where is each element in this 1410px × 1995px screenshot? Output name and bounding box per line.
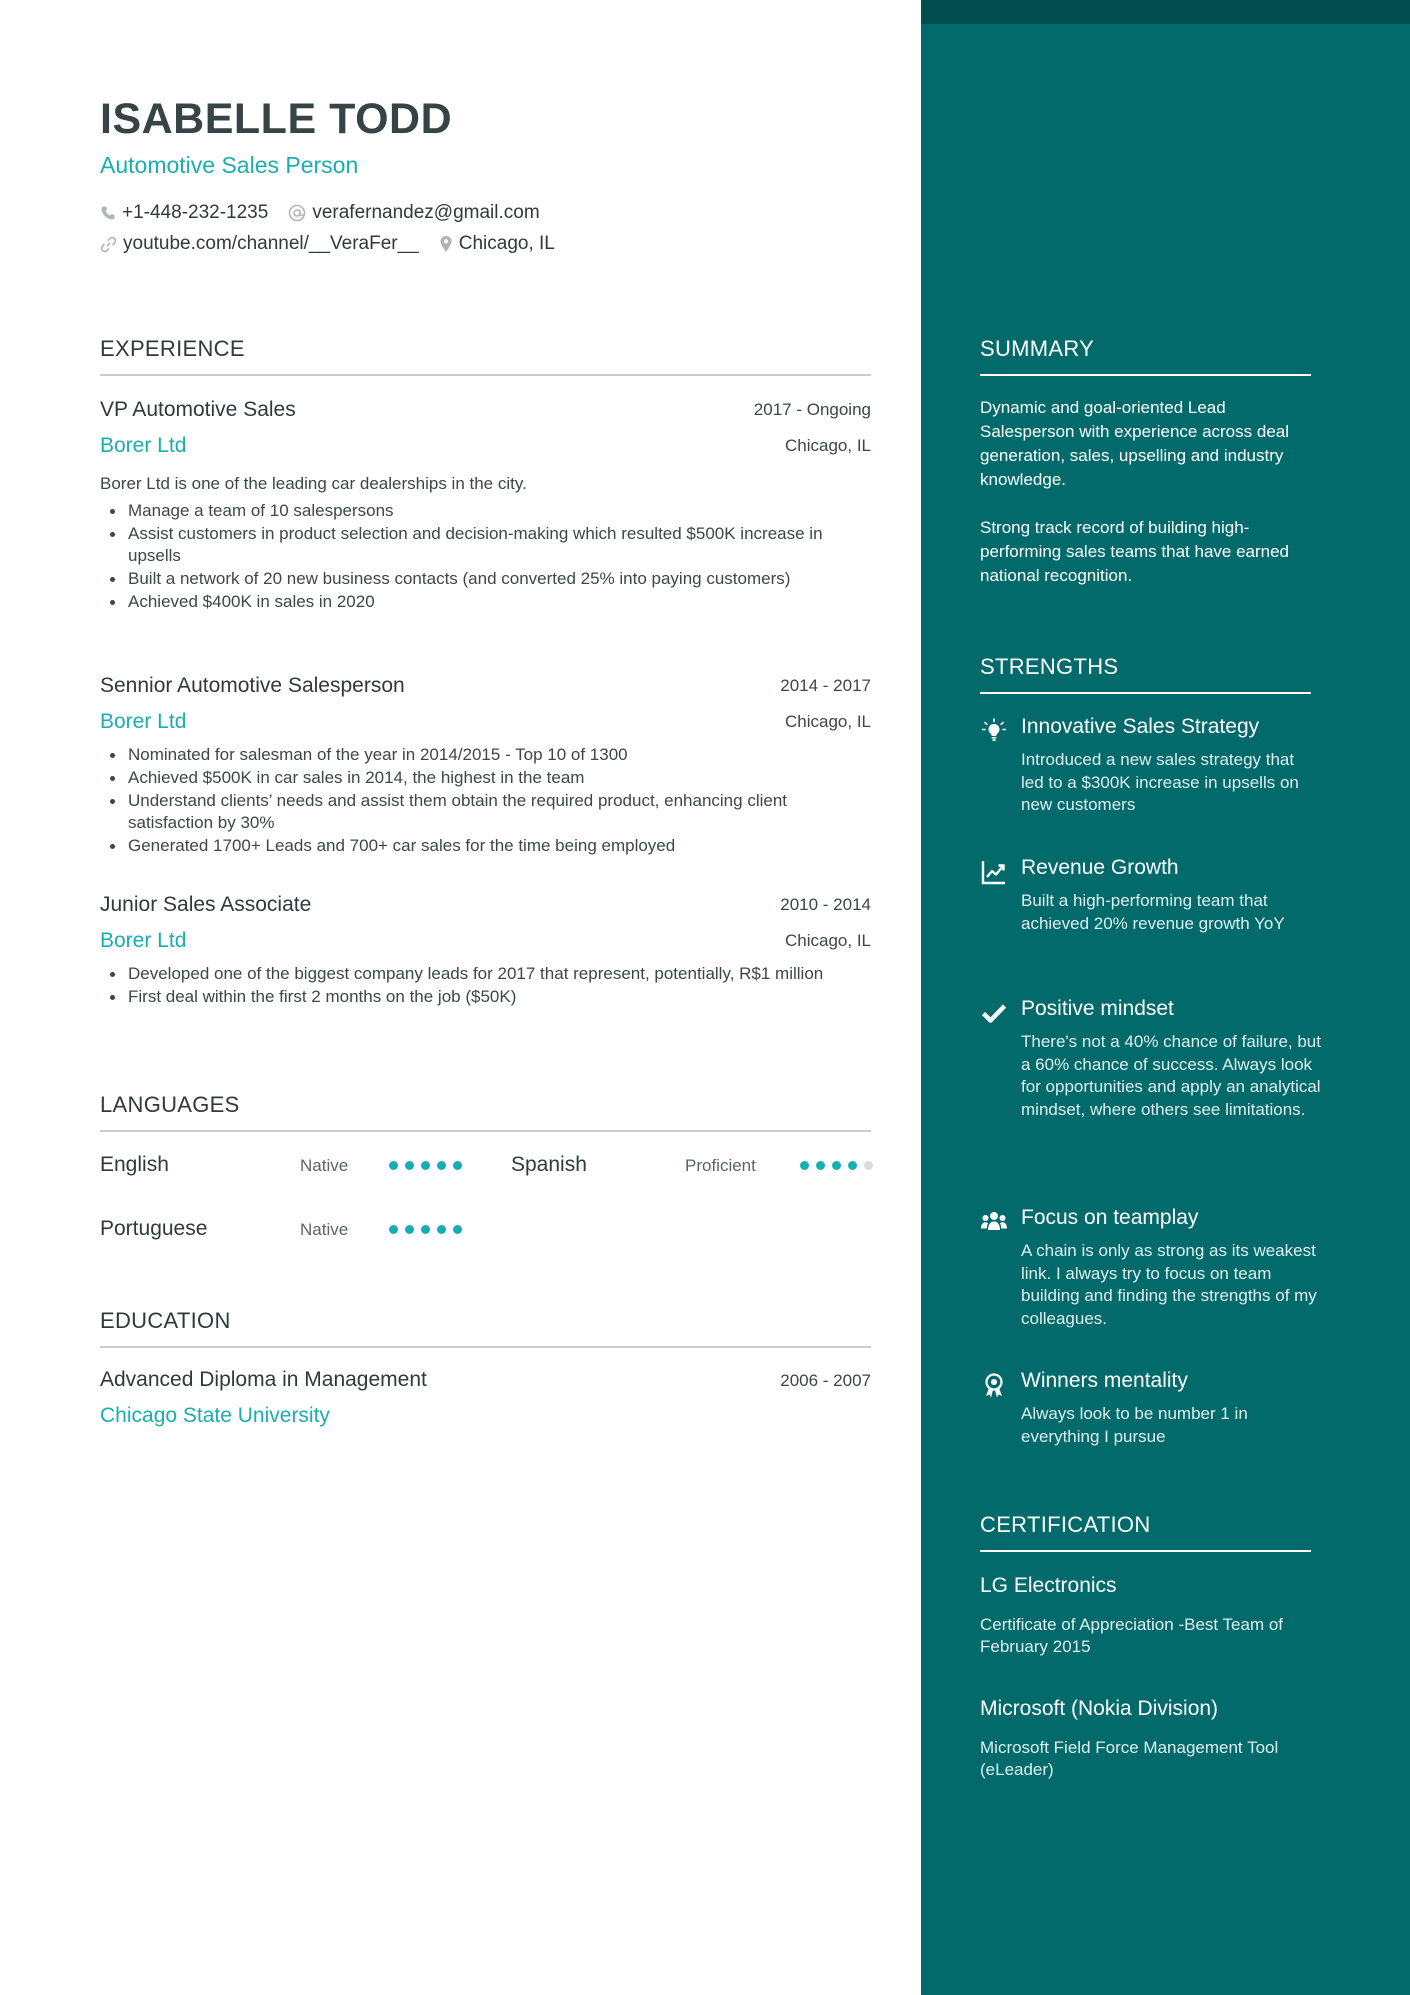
certification-description: Certificate of Appreciation -Best Team of February 2015 [980, 1615, 1284, 1656]
job-bullet: Achieved $400K in sales in 2020 [100, 591, 871, 613]
summary-paragraph: Strong track record of building high-performing sales teams that have earned national recognition. [980, 518, 1290, 585]
job-bullet: First deal within the first 2 months on the job ($50K) [100, 986, 871, 1008]
rating-dot [405, 1161, 414, 1170]
contact-email [288, 202, 539, 224]
strength-title: Focus on teamplay [1021, 1206, 1199, 1229]
job-title: VP Automotive Sales [100, 398, 296, 421]
rating-dot [405, 1225, 414, 1234]
link-icon [100, 236, 117, 253]
link-text: youtube.com/channel/__VeraFer__ [123, 233, 419, 254]
summary-heading: SUMMARY [980, 336, 1311, 376]
strength-description: Built a high-performing team that achieved 20% revenue growth YoY [1021, 891, 1285, 933]
job-bullet: Nominated for salesman of the year in 2014/2015 - Top 10 of 1300 [100, 744, 871, 766]
candidate-name: ISABELLE TODD [100, 95, 453, 143]
contact-location [439, 233, 555, 255]
rating-dot [421, 1225, 430, 1234]
language-rating [389, 1225, 469, 1234]
checkmark-icon [980, 999, 1008, 1027]
rating-dot [864, 1161, 873, 1170]
language-level: Proficient [685, 1156, 756, 1175]
education-degree: Advanced Diploma in Management [100, 1368, 427, 1391]
languages-heading: LANGUAGES [100, 1092, 871, 1132]
email-text: verafernandez@gmail.com [312, 202, 540, 223]
rating-dot [437, 1161, 446, 1170]
award-ribbon-icon [980, 1371, 1008, 1399]
job-company: Borer Ltd [100, 929, 187, 952]
candidate-role: Automotive Sales Person [100, 152, 359, 178]
rating-dot [816, 1161, 825, 1170]
language-level: Native [300, 1220, 349, 1239]
language-name: English [100, 1153, 169, 1176]
contact-row-2 [100, 233, 575, 255]
education-school: Chicago State University [100, 1404, 330, 1427]
sidebar [921, 0, 1410, 1995]
job-entry [100, 398, 871, 614]
education-heading: EDUCATION [100, 1308, 871, 1348]
job-bullet: Achieved $500K in car sales in 2014, the highest in the team [100, 767, 871, 789]
strength-title: Revenue Growth [1021, 856, 1179, 879]
certification-heading: CERTIFICATION [980, 1512, 1311, 1552]
job-bullets [100, 744, 871, 857]
language-rating [389, 1161, 469, 1170]
phone-icon [100, 205, 116, 221]
language-rating [800, 1161, 880, 1170]
lightbulb-icon [980, 717, 1008, 745]
rating-dot [832, 1161, 841, 1170]
strength-description: There's not a 40% chance of failure, but a 60% chance of success. Always look for opportunities and apply an analytical mindset, where others see limitations. [1021, 1032, 1321, 1119]
rating-dot [421, 1161, 430, 1170]
certification-description: Microsoft Field Force Management Tool (eLeader) [980, 1738, 1279, 1779]
team-icon [980, 1208, 1008, 1236]
language-name: Portuguese [100, 1217, 208, 1240]
job-bullets [100, 963, 871, 1008]
chart-line-icon [980, 858, 1008, 886]
location-pin-icon [439, 235, 453, 253]
job-title: Junior Sales Associate [100, 893, 312, 916]
job-company: Borer Ltd [100, 434, 187, 457]
job-location: Chicago, IL [785, 712, 871, 731]
rating-dot [800, 1161, 809, 1170]
job-company: Borer Ltd [100, 710, 187, 733]
education-date: 2006 - 2007 [780, 1371, 871, 1390]
strength-title: Winners mentality [1021, 1369, 1188, 1392]
certification-title: LG Electronics [980, 1574, 1117, 1597]
sidebar-top-bar [921, 0, 1410, 24]
location-text: Chicago, IL [458, 233, 555, 254]
strength-description: Introduced a new sales strategy that led to a $300K increase in upsells on new customers [1021, 750, 1299, 815]
job-date: 2014 - 2017 [780, 676, 871, 695]
contact-row-1 [100, 202, 560, 224]
job-date: 2010 - 2014 [780, 895, 871, 914]
strength-title: Positive mindset [1021, 997, 1174, 1020]
job-location: Chicago, IL [785, 931, 871, 950]
job-location: Chicago, IL [785, 436, 871, 455]
job-entry [100, 893, 871, 1009]
job-bullet: Understand clients’ needs and assist them obtain the required product, enhancing client satisfaction by 30% [100, 790, 871, 834]
at-icon [288, 204, 306, 222]
job-date: 2017 - Ongoing [753, 400, 871, 419]
language-level: Native [300, 1156, 349, 1175]
summary-paragraph: Dynamic and goal-oriented Lead Salesperson with experience across deal generation, sales, upselling and industry knowledge. [980, 398, 1290, 489]
job-bullet: Generated 1700+ Leads and 700+ car sales for the time being employed [100, 835, 871, 857]
job-bullet: Manage a team of 10 salespersons [100, 500, 871, 522]
job-title: Sennior Automotive Salesperson [100, 674, 405, 697]
strength-description: Always look to be number 1 in everything I pursue [1021, 1404, 1248, 1446]
job-bullet: Developed one of the biggest company leads for 2017 that represent, potentially, R$1 million [100, 963, 871, 985]
rating-dot [453, 1161, 462, 1170]
job-description: Borer Ltd is one of the leading car dealerships in the city. [100, 474, 527, 493]
strength-description: A chain is only as strong as its weakest link. I always try to focus on team building and finding the strengths of my colleagues. [1021, 1241, 1317, 1328]
rating-dot [848, 1161, 857, 1170]
rating-dot [389, 1225, 398, 1234]
job-entry [100, 674, 871, 858]
contact-link [100, 233, 419, 255]
strengths-heading: STRENGTHS [980, 654, 1311, 694]
job-bullet: Assist customers in product selection and decision-making which resulted $500K increase in upsells [100, 523, 871, 567]
language-name: Spanish [511, 1153, 587, 1176]
rating-dot [389, 1161, 398, 1170]
job-bullet: Built a network of 20 new business contacts (and converted 25% into paying customers) [100, 568, 871, 590]
experience-heading: EXPERIENCE [100, 336, 871, 376]
strength-title: Innovative Sales Strategy [1021, 715, 1260, 738]
rating-dot [437, 1225, 446, 1234]
contact-phone [100, 202, 268, 224]
job-bullets [100, 500, 871, 613]
certification-title: Microsoft (Nokia Division) [980, 1697, 1219, 1720]
phone-text: +1-448-232-1235 [122, 202, 269, 223]
rating-dot [453, 1225, 462, 1234]
